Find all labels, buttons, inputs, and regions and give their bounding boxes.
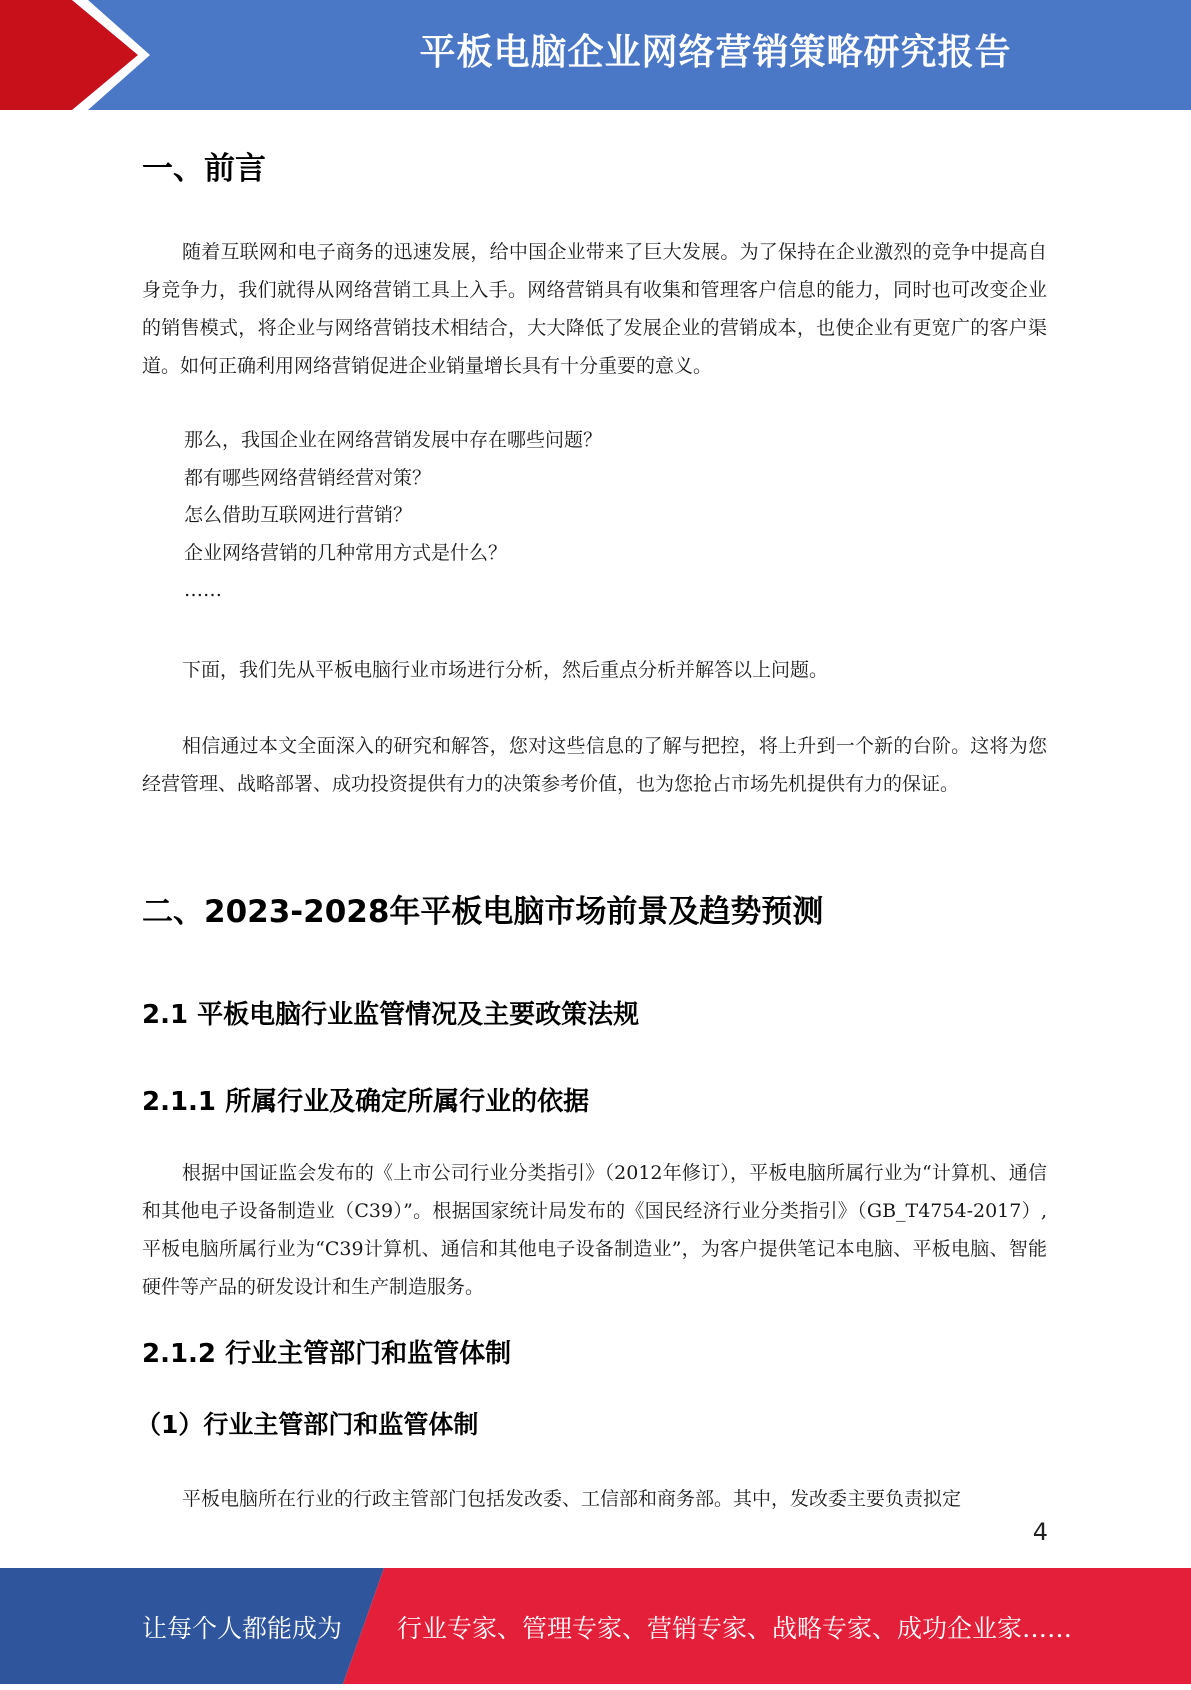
question-item: 那么，我国企业在网络营销发展中存在哪些问题？ [184,429,603,451]
question-list [184,422,602,610]
report-title: 平板电脑企业网络营销策略研究报告 [419,32,1012,73]
footer-slogan-right: 行业专家、管理专家、营销专家、战略专家、成功企业家…… [397,1614,1073,1643]
question-item: 都有哪些网络营销经营对策？ [184,466,432,489]
regulators-paragraph: 平板电脑所在行业的行政主管部门包括发改委、工信部和商务部。其中，发改委主要负责拟定 [182,1488,962,1510]
subsection-heading-2-1: 2.1 平板电脑行业监管情况及主要政策法规 [142,1000,640,1030]
section-heading-forecast: 二、2023-2028年平板电脑市场前景及趋势预测 [142,894,824,930]
belief-paragraph: 相信通过本文全面深入的研究和解答，您对这些信息的了解与把控，将上升到一个新的台阶。这将为您经营管理、战略部署、成功投资提供有力的决策参考价值，也为您抢占市场先机提供有力的保证。 [142,735,1047,795]
subsection-heading-2-1-1: 2.1.1 所属行业及确定所属行业的依据 [142,1087,590,1117]
header-banner [0,0,1191,110]
header-arrow-decoration [0,0,160,110]
subsection-heading-2-1-2: 2.1.2 行业主管部门和监管体制 [142,1339,512,1369]
subsection-heading-2-1-2-1: （1）行业主管部门和监管体制 [136,1410,479,1439]
question-item: 怎么借助互联网进行营销？ [184,504,413,526]
footer-banner [0,1568,1191,1684]
page-number: 4 [1032,1518,1048,1546]
analysis-intro-paragraph: 下面，我们先从平板电脑行业市场进行分析，然后重点分析并解答以上问题。 [182,659,829,681]
preface-intro-paragraph: 随着互联网和电子商务的迅速发展，给中国企业带来了巨大发展。为了保持在企业激烈的竞争中提高自身竞争力，我们就得从网络营销工具上入手。网络营销具有收集和管理客户信息的能力，同时也可改变企业的销售模式，将企业与网络营销技术相结合，大大降低了发展企业的营销成本，也使企业有更宽广的客户渠道。如何正确利用网络营销促进企业销量增长具有十分重要的意义。 [142,241,1047,377]
section-heading-preface: 一、前言 [142,151,266,187]
footer-slogan-left: 让每个人都能成为 [142,1614,343,1643]
question-item: …… [184,579,222,601]
industry-classification-paragraph: 根据中国证监会发布的《上市公司行业分类指引》（2012年修订），平板电脑所属行业为“计算机、通信和其他电子设备制造业（C39）”。根据国家统计局发布的《国民经济行业分类指引》（GB_T4754-2017）,平板电脑所属行业为“C39计算机、通信和其他电子设备制造业”，为客户提供笔记本电脑、平板电脑、智能硬件等产品的研发设计和生产制造服务。 [142,1162,1047,1298]
question-item: 企业网络营销的几种常用方式是什么？ [184,541,508,564]
